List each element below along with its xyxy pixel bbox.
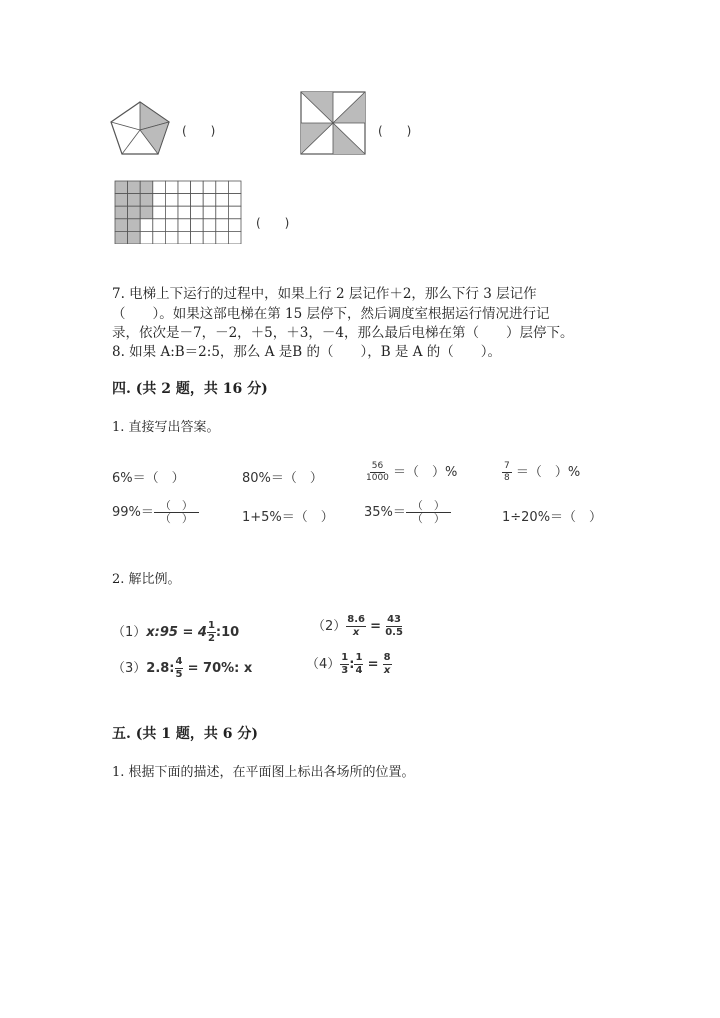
grid-cell-shaded	[115, 206, 128, 219]
grid-cell-shaded	[128, 181, 141, 194]
grid-cell-shaded	[128, 194, 141, 207]
grid-figure	[114, 180, 242, 244]
grid-cell	[140, 231, 153, 244]
equation-3: （3）2.8: $\frac{4}{5}$ = 70%: x	[112, 656, 253, 680]
grid-cell	[203, 231, 216, 244]
calc-35-percent: 35%＝ （ ） （ ）	[364, 500, 451, 525]
grid-cell	[203, 206, 216, 219]
fraction-1-2: $\frac{1}{2}$	[207, 620, 215, 644]
fraction-1-4: $\frac{1}{4}$	[355, 652, 363, 676]
calc-56-over-1000: $\frac{56}{1000}$ ＝（ ）%	[366, 461, 458, 483]
section4-title: 四. (共 2 题，共 16 分)	[112, 381, 268, 397]
grid-cell-shaded	[115, 181, 128, 194]
grid-cell	[203, 219, 216, 232]
pentagon-figure	[108, 100, 172, 156]
grid-cell	[216, 206, 229, 219]
grid-cell-shaded	[128, 231, 141, 244]
grid-cell	[228, 181, 241, 194]
q7-line3: 录，依次是－7，－2，＋5，＋3，－4，那么最后电梯在第（ ）层停下。	[112, 325, 574, 341]
grid-cell	[178, 194, 191, 207]
grid-cell-shaded	[128, 206, 141, 219]
grid-cell	[191, 219, 204, 232]
section4-q1-label: 1. 直接写出答案。	[112, 420, 220, 435]
fraction-4-5: $\frac{4}{5}$	[175, 656, 183, 680]
grid-cell	[228, 219, 241, 232]
q7-line2: （ ）。如果这部电梯在第 15 层停下，然后调度室根据运行情况进行记	[112, 306, 550, 322]
grid-cell	[165, 194, 178, 207]
section4-q2-label: 2. 解比例。	[112, 572, 181, 587]
fraction-8-x: $\frac{8}{x}$	[383, 652, 391, 676]
grid-cell	[228, 206, 241, 219]
section5-q1-label: 1. 根据下面的描述，在平面图上标出各场所的位置。	[112, 765, 415, 780]
blank-fraction: （ ） （ ）	[406, 500, 451, 525]
fraction-8.6-x: $\frac{8.6}{x}$	[347, 614, 365, 638]
fraction-1-3: $\frac{1}{3}$	[341, 652, 349, 676]
grid-cell	[191, 194, 204, 207]
grid-cell-shaded	[115, 219, 128, 232]
fraction-56-1000: $\frac{56}{1000}$	[366, 461, 389, 483]
pentagon-answer-blank: ( )	[182, 124, 216, 138]
grid-cell-shaded	[140, 181, 153, 194]
grid-cell	[191, 181, 204, 194]
grid-cell-shaded	[115, 231, 128, 244]
grid-cell	[216, 181, 229, 194]
grid-cell	[203, 181, 216, 194]
grid-cell-shaded	[140, 206, 153, 219]
grid-cell	[191, 231, 204, 244]
grid-cell	[216, 219, 229, 232]
grid-cell	[178, 206, 191, 219]
grid-cell	[153, 206, 166, 219]
grid-cell-shaded	[115, 194, 128, 207]
grid-cell	[165, 206, 178, 219]
equation-2: （2） $\frac{8.6}{x}$ = $\frac{43}{0.5}$	[312, 614, 403, 638]
calc-1-plus-5-percent: 1+5%＝（ ）	[242, 510, 334, 525]
grid-cell	[153, 231, 166, 244]
q8-text: 8. 如果 A:B＝2:5，那么 A 是B 的（ ），B 是 A 的（ ）。	[112, 344, 501, 360]
grid-cell	[140, 219, 153, 232]
grid-cell	[178, 181, 191, 194]
fraction-43-0.5: $\frac{43}{0.5}$	[385, 614, 403, 638]
equation-4: （4） $\frac{1}{3}$ : $\frac{1}{4}$ = $\frac{8}{x}$	[306, 652, 391, 676]
q7-line1: 7. 电梯上下运行的过程中，如果上行 2 层记作＋2，那么下行 3 层记作	[112, 286, 537, 302]
grid-cell	[191, 206, 204, 219]
fraction-7-8: $\frac{7}{8}$	[504, 461, 510, 483]
grid-cell-shaded	[140, 194, 153, 207]
calc-1-div-20-percent: 1÷20%＝（ ）	[502, 510, 603, 525]
square-answer-blank: ( )	[378, 124, 412, 138]
grid-cell	[165, 231, 178, 244]
equation-1: （1）x:95 = 4 $\frac{1}{2}$ :10	[112, 620, 240, 644]
calc-6-percent: 6%＝（ ）	[112, 471, 185, 486]
grid-cell	[216, 194, 229, 207]
grid-cell	[153, 181, 166, 194]
grid-cell	[165, 219, 178, 232]
blank-fraction: （ ） （ ）	[154, 500, 199, 525]
grid-cell	[153, 194, 166, 207]
grid-cell	[178, 231, 191, 244]
square-figure	[300, 91, 366, 155]
grid-cell	[153, 219, 166, 232]
calc-99-percent: 99%＝ （ ） （ ）	[112, 500, 199, 525]
calc-80-percent: 80%＝（ ）	[242, 471, 323, 486]
grid-cell	[228, 194, 241, 207]
section5-title: 五. (共 1 题，共 6 分)	[112, 726, 258, 742]
calc-7-over-8: $\frac{7}{8}$ ＝（ ）%	[504, 461, 581, 483]
grid-cell	[228, 231, 241, 244]
grid-cell	[216, 231, 229, 244]
grid-answer-blank: ( )	[256, 216, 290, 230]
grid-cell	[165, 181, 178, 194]
grid-cell	[203, 194, 216, 207]
grid-cell	[178, 219, 191, 232]
grid-cell-shaded	[128, 219, 141, 232]
